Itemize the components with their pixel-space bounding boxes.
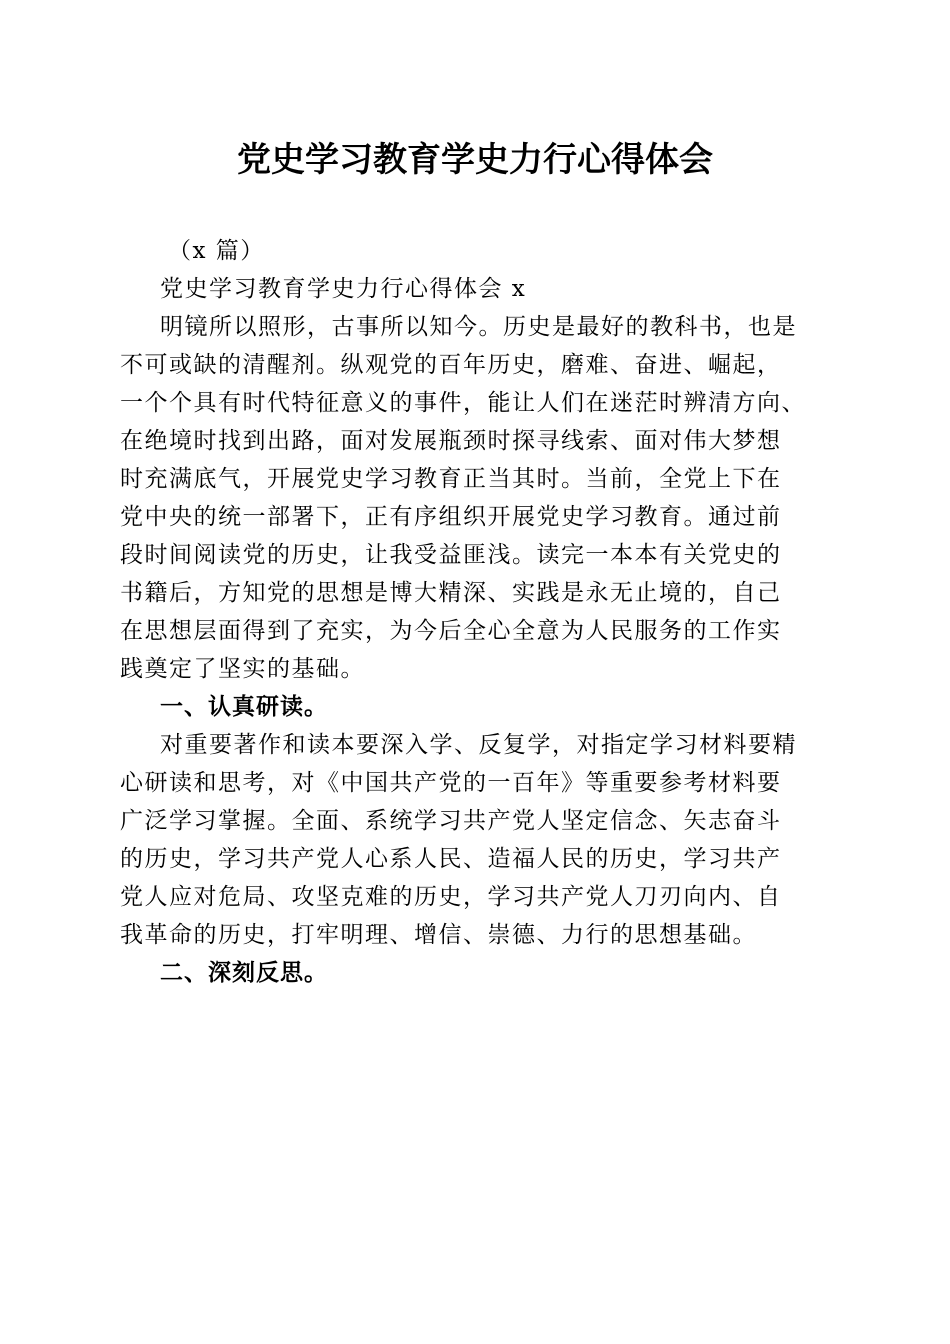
- paragraph-line: 一个个具有时代特征意义的事件，能让人们在迷茫时辨清方向、: [120, 390, 806, 416]
- paragraph-line: 我革命的历史，打牢明理、增信、崇德、力行的思想基础。: [120, 922, 757, 948]
- article-title: 党史学习教育学史力行心得体会 x: [160, 276, 527, 302]
- paragraph-line: 在思想层面得到了充实，为今后全心全意为人民服务的工作实: [120, 618, 782, 644]
- document-title: 党史学习教育学史力行心得体会: [237, 140, 713, 180]
- section-1-heading: 一、认真研读。: [160, 694, 328, 720]
- paragraph-line: 践奠定了坚实的基础。: [120, 656, 365, 682]
- paragraph-line: 广泛学习掌握。全面、系统学习共产党人坚定信念、矢志奋斗: [120, 808, 782, 834]
- paragraph-line: 不可或缺的清醒剂。纵观党的百年历史，磨难、奋进、崛起，: [120, 352, 782, 378]
- paragraph-line: 心研读和思考，对《中国共产党的一百年》等重要参考材料要: [120, 770, 782, 796]
- paragraph-line: 党人应对危局、攻坚克难的历史，学习共产党人刀刃向内、自: [120, 884, 782, 910]
- paragraph-line: 书籍后，方知党的思想是博大精深、实践是永无止境的，自己: [120, 580, 782, 606]
- section-1-paragraph: [120, 726, 832, 954]
- section-2-heading: 二、深刻反思。: [160, 960, 328, 986]
- paragraph-line: 党中央的统一部署下，正有序组织开展党史学习教育。通过前: [120, 504, 782, 530]
- paragraph-line: 的历史，学习共产党人心系人民、造福人民的历史，学习共产: [120, 846, 782, 872]
- intro-paragraph: [120, 308, 832, 688]
- paragraph-line: 对重要著作和读本要深入学、反复学，对指定学习材料要精: [160, 732, 797, 758]
- paragraph-line: 明镜所以照形，古事所以知今。历史是最好的教科书，也是: [160, 314, 797, 340]
- count-note: （x 篇）: [168, 238, 265, 264]
- paragraph-line: 时充满底气，开展党史学习教育正当其时。当前，全党上下在: [120, 466, 782, 492]
- paragraph-line: 在绝境时找到出路，面对发展瓶颈时探寻线索、面对伟大梦想: [120, 428, 782, 454]
- document-body: [120, 232, 832, 992]
- paragraph-line: 段时间阅读党的历史，让我受益匪浅。读完一本本有关党史的: [120, 542, 782, 568]
